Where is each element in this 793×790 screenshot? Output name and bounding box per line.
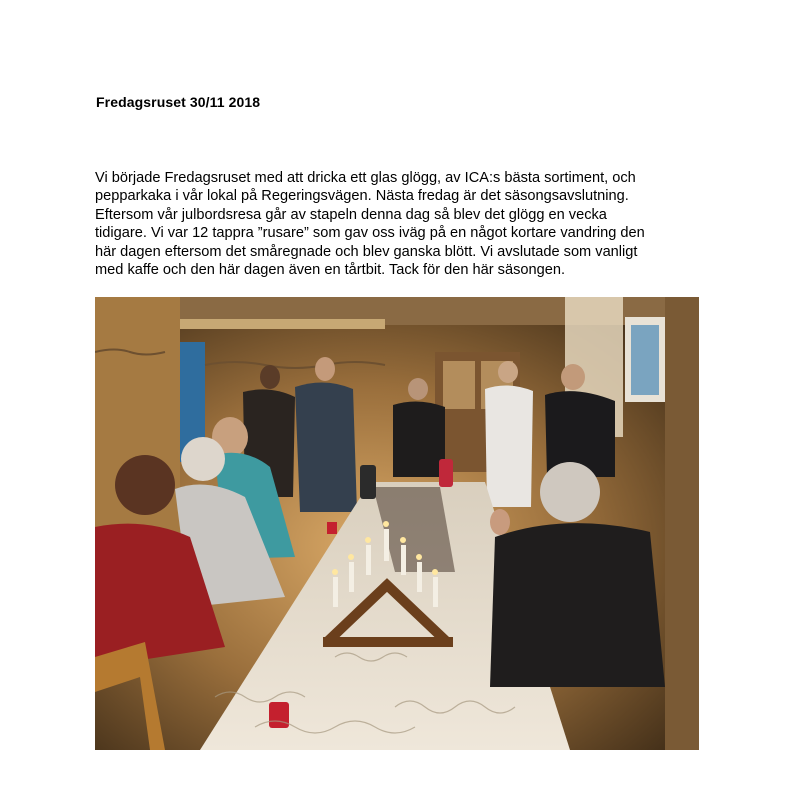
photo-illustration — [95, 297, 699, 750]
paragraph-line: pepparkaka i vår lokal på Regeringsvägen. Nästa fredag är det säsongsavslutning. — [95, 188, 629, 205]
paragraph-line: Eftersom vår julbordsresa går av stapeln denna dag så blev det glögg en vecka — [95, 206, 607, 223]
person-standing — [295, 382, 357, 512]
paragraph-line: här dagen eftersom det småregnade och blev ganska blött. Vi avslutade som vanligt — [95, 243, 638, 260]
person-seated-right — [490, 523, 665, 687]
paragraph-line: tidigare. Vi var 12 tappra ”rusare” som gav oss iväg på en något kortare vandring den — [95, 225, 645, 242]
body-paragraph — [95, 169, 705, 279]
paragraph-line: med kaffe och den här dagen även en tårtbit. Tack för den här säsongen. — [95, 262, 566, 279]
document-title: Fredagsruset 30/11 2018 — [96, 94, 261, 110]
group-photo — [95, 297, 699, 750]
paragraph-line: Vi började Fredagsruset med att dricka ett glas glögg, av ICA:s bästa sortiment, och — [95, 170, 636, 186]
